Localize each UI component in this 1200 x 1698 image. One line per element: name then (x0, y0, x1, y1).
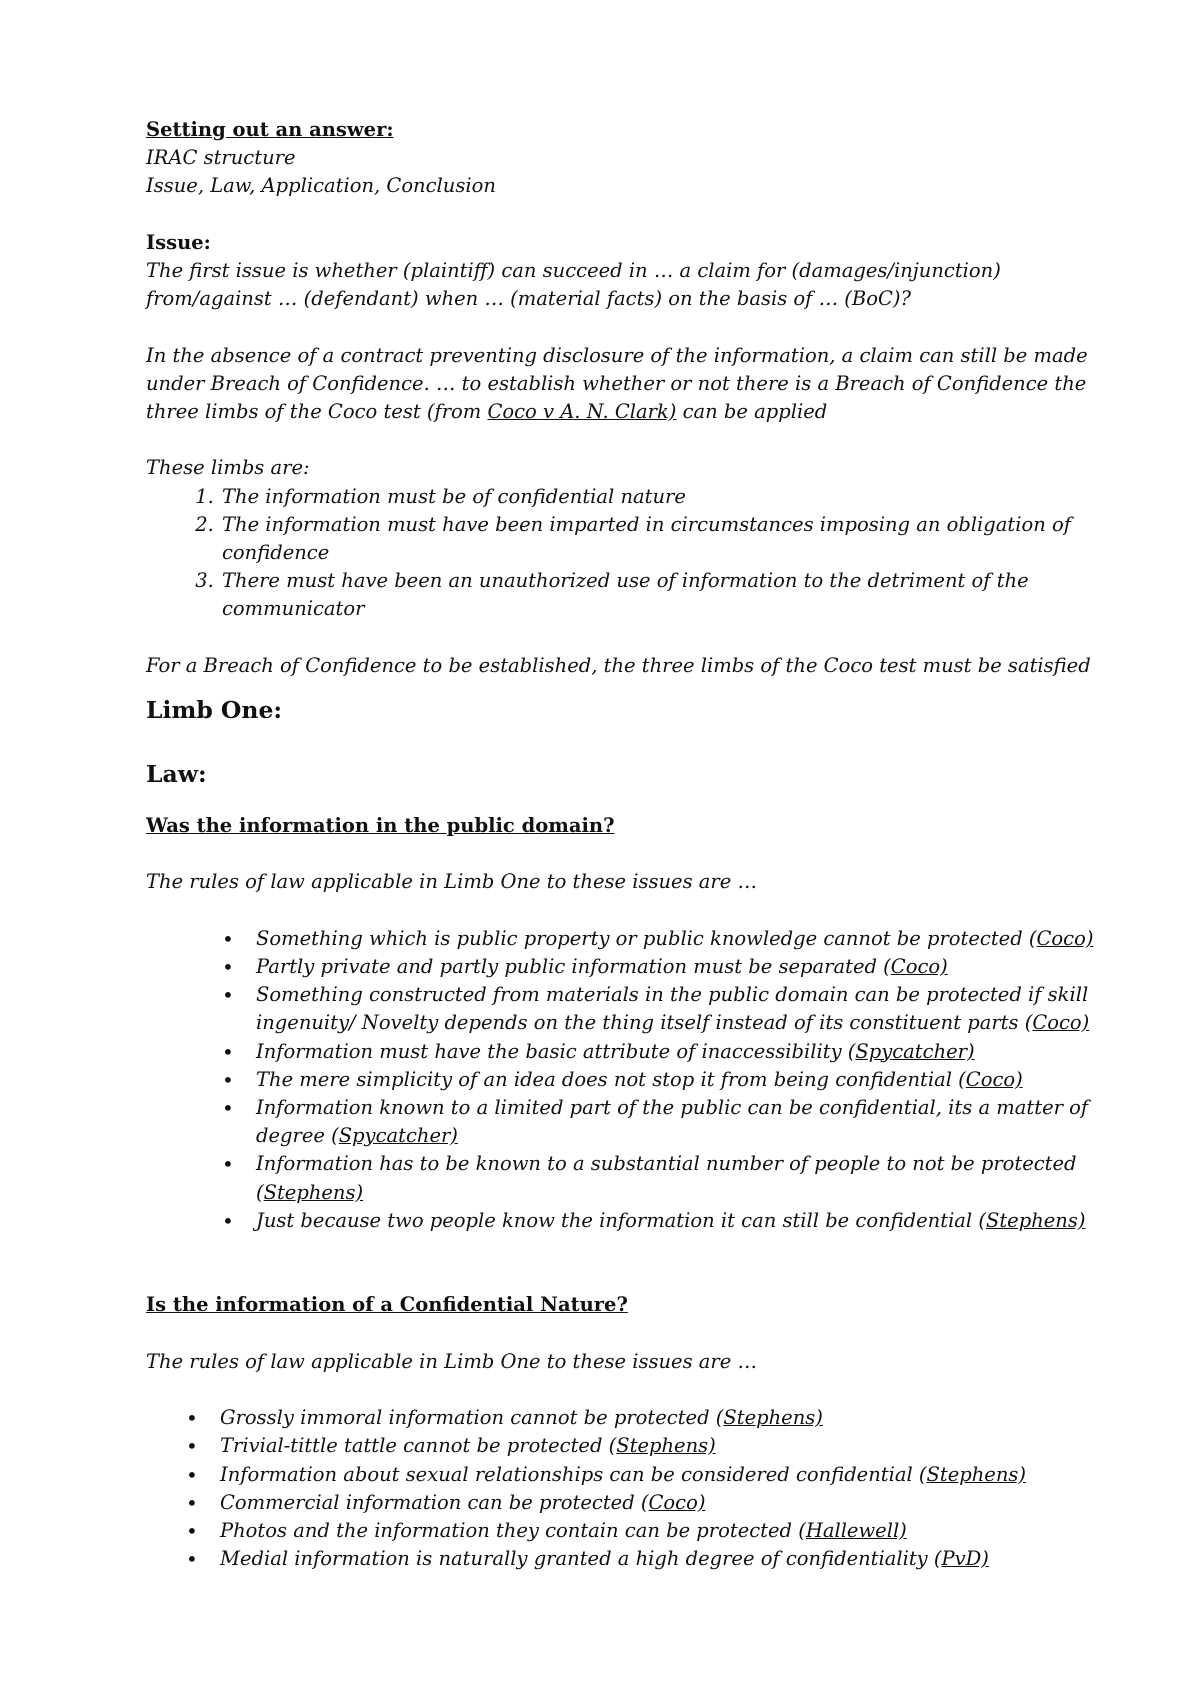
list-item (256, 925, 1106, 953)
limb-text: The information must have been imparted in circumstances imposing an obligation of confidence (222, 512, 1071, 564)
limb-item (220, 567, 1072, 623)
issue-paragraph-line: from/against … (defendant) when … (material facts) on the basis of … (BoC)? (146, 287, 911, 311)
list-item (256, 1094, 1106, 1150)
list-item (256, 1150, 1106, 1206)
list-item (220, 1404, 1100, 1432)
rule-text: Information known to a limited part of the public can be confidential, its a matter of degree ( (256, 1096, 1089, 1148)
document-page (146, 116, 1106, 1573)
limb-text: The information must be of confidential nature (222, 484, 686, 508)
case-citation: Stephens) (263, 1180, 364, 1204)
rule-text: Commercial information can be protected ( (220, 1490, 649, 1514)
spacer (146, 426, 1106, 454)
limb-item (220, 511, 1092, 567)
irac-components-line: Issue, Law, Application, Conclusion (146, 174, 496, 198)
list-item (256, 953, 1106, 981)
case-citation: Coco) (965, 1067, 1023, 1091)
rule-text: Partly private and partly public information must be separated ( (256, 954, 891, 978)
rule-text: Information must have the basic attribute of inaccessibility ( (256, 1039, 856, 1063)
spacer (146, 201, 1106, 229)
list-item (256, 1038, 1106, 1066)
spacer (146, 840, 1106, 868)
list-item (220, 1432, 1100, 1460)
list-item (220, 1517, 1100, 1545)
law-heading: Law: (146, 760, 207, 788)
rule-text: Grossly immoral information cannot be protected ( (220, 1406, 724, 1430)
case-citation: Stephens) (926, 1462, 1027, 1486)
case-citation: Coco) (890, 954, 948, 978)
text-fragment: three limbs of the Coco test (from (146, 400, 488, 423)
issue-heading: Issue: (146, 230, 211, 254)
section-heading-setting-out: Setting out an answer: (146, 118, 394, 141)
case-citation: Hallewell) (805, 1518, 907, 1542)
list-item (220, 1461, 1100, 1489)
rule-text: Something which is public property or public knowledge cannot be protected ( (256, 926, 1037, 950)
case-citation: Spycatcher) (855, 1039, 975, 1063)
case-citation: Stephens) (616, 1434, 716, 1458)
case-citation: Coco) (1036, 926, 1094, 950)
confidential-nature-rules-list (146, 1404, 1100, 1573)
coco-test-conclusion: For a Breach of Confidence to be established, the three limbs of the Coco test must be satisfied (146, 653, 1091, 677)
public-domain-heading: Was the information in the public domain? (146, 814, 615, 837)
case-citation: Coco) (1032, 1011, 1090, 1035)
spacer (146, 1376, 1106, 1404)
rules-intro: The rules of law applicable in Limb One to these issues are … (146, 1349, 757, 1373)
spacer (146, 624, 1106, 652)
case-citation: Coco v A. N. Clark) (487, 400, 677, 423)
rule-text: Something constructed from materials in the public domain can be protected if skill ingenuity/ Novelty depends on the thing itself instead of its constituent parts ( (256, 983, 1089, 1035)
rule-text: Medial information is naturally granted a high degree of confidentiality ( (220, 1547, 942, 1571)
limb-item (220, 483, 1106, 511)
list-item (220, 1489, 1100, 1517)
absence-paragraph-line (146, 398, 1106, 426)
rule-text: Photos and the information they contain can be protected ( (220, 1518, 806, 1542)
rule-text: Trivial-tittle tattle cannot be protected ( (220, 1434, 617, 1458)
list-item (256, 981, 1106, 1037)
spacer (146, 680, 1106, 694)
list-item (256, 1207, 1106, 1235)
case-citation: Stephens) (723, 1406, 823, 1430)
text-fragment: can be applied (676, 400, 828, 423)
limb-one-heading: Limb One: (146, 696, 283, 724)
issue-paragraph-line: The first issue is whether (plaintiff) can succeed in … a claim for (damages/injunction) (146, 259, 1001, 282)
limb-text: There must have been an unauthorized use of information to the detriment of the communicator (222, 569, 1029, 621)
rule-text: Just because two people know the information it can still be confidential ( (256, 1208, 986, 1232)
limbs-intro: These limbs are: (146, 456, 310, 480)
spacer (146, 1235, 1106, 1263)
rule-text: Information about sexual relationships can be considered confidential ( (220, 1462, 927, 1486)
rule-text: Information has to be known to a substantial number of people to not be protected ( (256, 1152, 1077, 1204)
list-item (256, 1066, 1106, 1094)
case-citation: PvD) (941, 1547, 989, 1571)
absence-paragraph-line: In the absence of a contract preventing disclosure of the information, a claim can still be made (146, 343, 1088, 367)
case-citation: Coco) (648, 1490, 706, 1514)
spacer (146, 313, 1106, 341)
rules-intro: The rules of law applicable in Limb One to these issues are … (146, 870, 757, 894)
irac-structure-line: IRAC structure (146, 146, 296, 170)
spacer (146, 897, 1106, 925)
case-citation: Spycatcher) (338, 1124, 458, 1148)
rule-text: The mere simplicity of an idea does not stop it from being confidential ( (256, 1067, 966, 1091)
limbs-list (146, 483, 1106, 624)
absence-paragraph-line: under Breach of Confidence. … to establish whether or not there is a Breach of Confidence the (146, 371, 1087, 395)
spacer (146, 1263, 1106, 1291)
list-item (220, 1545, 1100, 1573)
case-citation: Stephens) (985, 1208, 1086, 1232)
public-domain-rules-list (146, 925, 1106, 1235)
spacer (146, 1320, 1106, 1348)
confidential-nature-heading: Is the information of a Confidential Nature? (146, 1293, 628, 1317)
